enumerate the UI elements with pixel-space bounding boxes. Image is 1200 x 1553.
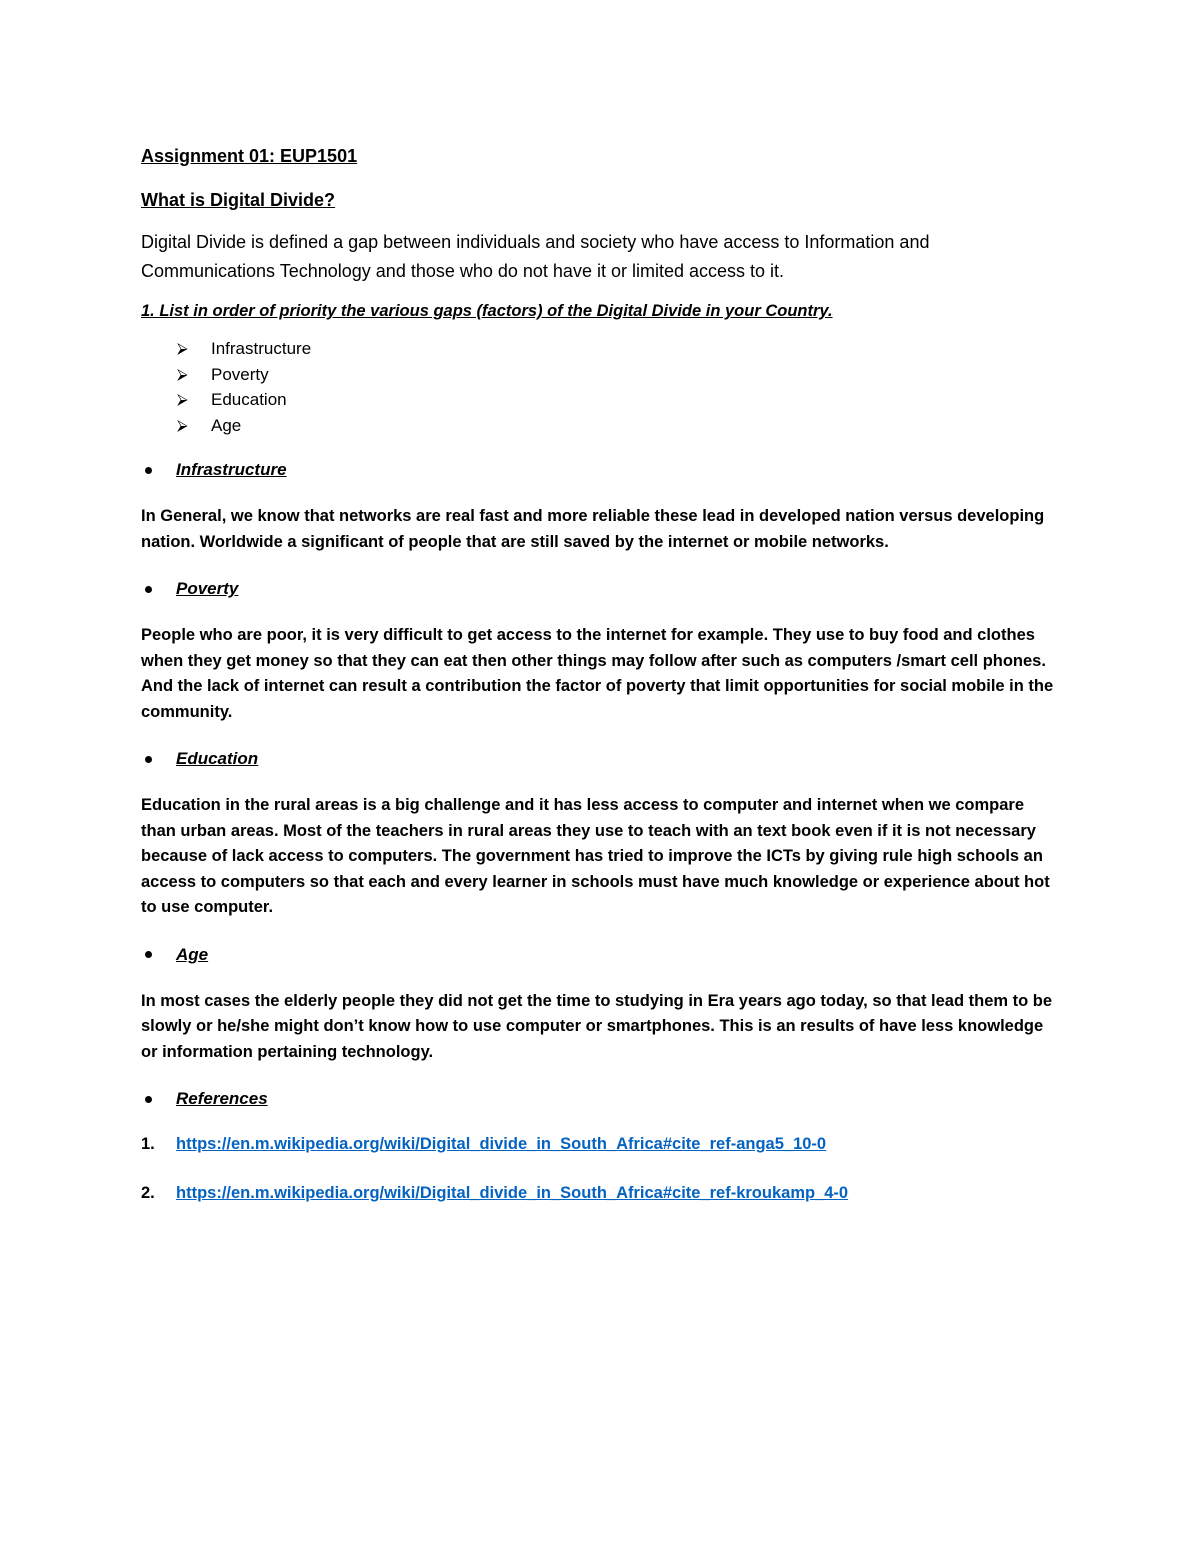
bullet-icon [145, 467, 152, 474]
factor-list [141, 336, 1061, 438]
arrow-bullet-icon: ⮚ [177, 365, 188, 383]
reference-number: 1. [141, 1135, 155, 1153]
section-title: Poverty [176, 579, 239, 598]
section-heading-education [141, 747, 1061, 771]
list-item [141, 1182, 1061, 1204]
section-title: Education [176, 749, 259, 768]
section-heading-poverty [141, 577, 1061, 601]
list-item [177, 336, 1061, 362]
document-subtitle: What is Digital Divide? [141, 190, 336, 210]
section-body-infrastructure: In General, we know that networks are real fast and more reliable these lead in developed nation versus developing nation. Worldwide a significant of people that are still saved by the internet or mobile networks. [141, 507, 1045, 551]
bullet-icon [145, 1096, 152, 1103]
reference-link[interactable]: https://en.m.wikipedia.org/wiki/Digital_divide_in_South_Africa#cite_ref-kroukamp_4-0 [176, 1184, 849, 1202]
document-title: Assignment 01: EUP1501 [141, 146, 358, 166]
factor-label: Poverty [211, 364, 269, 384]
bullet-icon [145, 951, 152, 958]
factor-label: Age [211, 415, 242, 435]
section-title: Infrastructure [176, 460, 287, 479]
list-item [141, 1133, 1061, 1155]
factor-label: Infrastructure [211, 339, 312, 358]
question-heading: 1. List in order of priority the various gaps (factors) of the Digital Divide in your Country. [141, 302, 833, 320]
bullet-icon [145, 756, 152, 763]
section-title: References [176, 1089, 268, 1108]
arrow-bullet-icon: ⮚ [177, 340, 188, 358]
list-item [177, 387, 1061, 413]
reference-number: 2. [141, 1184, 155, 1202]
section-body-age: In most cases the elderly people they did not get the time to studying in Era years ago today, so that lead them to be slowly or he/she might don’t know how to use computer or smartphones. This is an results of have less knowledge or information pertaining technology. [141, 991, 1053, 1061]
list-item [177, 413, 1061, 439]
bullet-icon [145, 586, 152, 593]
list-item [177, 362, 1061, 388]
arrow-bullet-icon: ⮚ [177, 391, 188, 409]
section-heading-infrastructure [141, 458, 1061, 482]
section-heading-references [141, 1087, 1061, 1111]
reference-list [141, 1133, 1061, 1204]
factor-label: Education [211, 390, 287, 409]
section-body-education: Education in the rural areas is a big challenge and it has less access to computer and internet when we compare than urban areas. Most of the teachers in rural areas they use to teach with an text book even if it is not necessary because of lack access to computers. The government has tried to improve the ICTs by giving rule high schools an access to computers so that each and every learner in schools must have much knowledge or experience about hot to use computer. [141, 796, 1050, 916]
arrow-bullet-icon: ⮚ [177, 416, 188, 434]
intro-paragraph: Digital Divide is defined a gap between individuals and society who have access to Information and Communications Technology and those who do not have it or limited access to it. [141, 232, 930, 281]
reference-link[interactable]: https://en.m.wikipedia.org/wiki/Digital_divide_in_South_Africa#cite_ref-anga5_10-0 [176, 1135, 827, 1153]
section-body-poverty: People who are poor, it is very difficult to get access to the internet for example. They use to buy food and clothes when they get money so that they can eat then other things may follow after such as computers /smart cell phones. And the lack of internet can result a contribution the factor of poverty that limit opportunities for social mobile in the community. [141, 626, 1054, 721]
document-content [141, 144, 1061, 1231]
section-heading-age [141, 943, 1061, 967]
section-title: Age [176, 944, 209, 964]
